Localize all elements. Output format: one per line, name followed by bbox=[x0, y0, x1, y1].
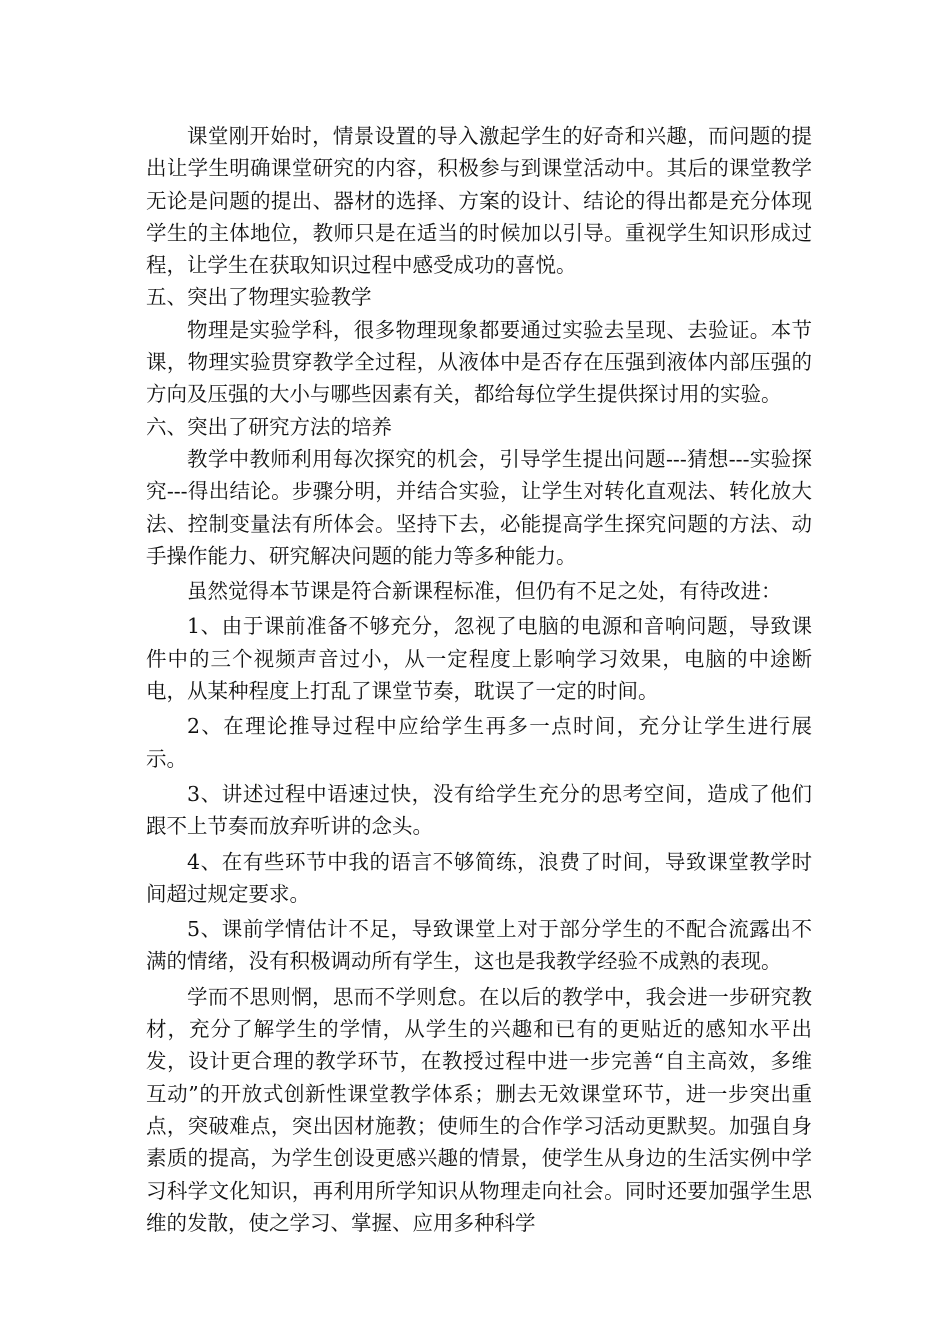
paragraph-method: 教学中教师利用每次探究的机会，引导学生提出问题---猜想---实验探究---得出结论。步骤分明，并结合实验，让学生对转化直观法、转化放大法、控制变量法有所体会。坚持下去，必能提高学生探究问题的方法、动手操作能力、研究解决问题的能力等多种能力。 bbox=[146, 446, 812, 568]
section-heading-5: 五、突出了物理实验教学 bbox=[146, 285, 372, 310]
list-item-3: 3、讲述过程中语速过快，没有给学生充分的思考空间，造成了他们跟不上节奏而放弃听讲的念头。 bbox=[146, 781, 812, 839]
paragraph-shortcomings-intro: 虽然觉得本节课是符合新课程标准，但仍有不足之处，有待改进： bbox=[187, 579, 782, 604]
list-item-2: 2、在理论推导过程中应给学生再多一点时间，充分让学生进行展示。 bbox=[146, 714, 812, 771]
paragraph-experiment: 物理是实验学科，很多物理现象都要通过实验去呈现、去验证。本节课，物理实验贯穿教学全过程，从液体中是否存在压强到液体内部压强的方向及压强的大小与哪些因素有关，都给每位学生提供探讨用的实验。 bbox=[146, 317, 812, 407]
section-heading-6: 六、突出了研究方法的培养 bbox=[146, 414, 392, 439]
list-item-1: 1、由于课前准备不够充分，忽视了电脑的电源和音响问题，导致课件中的三个视频声音过小，从一定程度上影响学习效果，电脑的中途断电，从某种程度上打乱了课堂节奏，耽误了一定的时间。 bbox=[146, 614, 812, 704]
list-item-5: 5、课前学情估计不足，导致课堂上对于部分学生的不配合流露出不满的情绪，没有积极调动所有学生，这也是我教学经验不成熟的表现。 bbox=[146, 917, 812, 974]
list-item-4: 4、在有些环节中我的语言不够简练，浪费了时间，导致课堂教学时间超过规定要求。 bbox=[146, 849, 812, 906]
paragraph-conclusion: 学而不思则惘，思而不学则怠。在以后的教学中，我会进一步研究教材，充分了解学生的学情，从学生的兴趣和已有的更贴近的感知水平出发，设计更合理的教学环节，在教授过程中进一步完善“自主高效，多维互动”的开放式创新性课堂教学体系；删去无效课堂环节，进一步突出重点，突破难点，突出因材施教；使师生的合作学习活动更默契。加强自身素质的提高，为学生创设更感兴趣的情景，使学生从身边的生活实例中学习科学文化知识，再利用所学知识从物理走向社会。同时还要加强学生思维的发散，使之学习、掌握、应用多种科学 bbox=[146, 984, 812, 1235]
paragraph-intro: 课堂刚开始时，情景设置的导入激起学生的好奇和兴趣，而问题的提出让学生明确课堂研究的内容，积极参与到课堂活动中。其后的课堂教学无论是问题的提出、器材的选择、方案的设计、结论的得出都是充分体现学生的主体地位，教师只是在适当的时候加以引导。重视学生知识形成过程，让学生在获取知识过程中感受成功的喜悦。 bbox=[146, 124, 812, 278]
document-body bbox=[146, 120, 812, 1239]
